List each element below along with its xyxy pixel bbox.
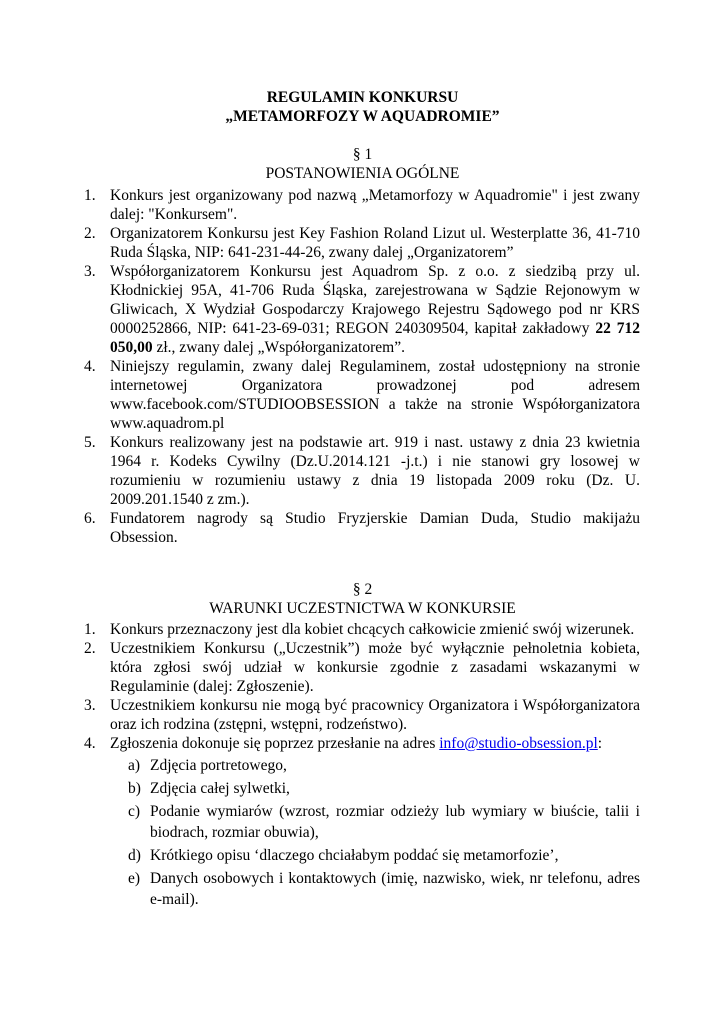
list-item [84,186,640,224]
item-number: 5. [84,434,96,451]
sub-item-letter: d) [128,847,141,864]
item-text: Konkurs realizowany jest na podstawie art. 919 i nast. ustawy z dnia 23 kwietnia 1964 r. Kodeks Cywilny (Dz.U.2014.121 -j.t.) i nie stanowi gry losowej w rozumieniu w rozumieniu ustawy z dnia 19 listopada 2009 roku (Dz. U. 2009.201.1540 z zm.). [110,434,640,508]
sub-list-item [128,755,640,776]
section-1-heading: POSTANOWIENIA OGÓLNE [265,165,460,182]
sub-item-text: Podanie wymiarów (wzrost, rozmiar odzieży lub wymiary w biuście, talii i biodrach, rozmiar obuwia), [150,803,640,841]
sub-item-text: Zdjęcia portretowego, [150,757,287,774]
item-text: Niniejszy regulamin, zwany dalej Regulaminem, został udostępniony na stronie internetowej Organizatora prowadzonej pod adresem www.facebook.com/STUDIOOBSESSION a także na stronie Współorganizatora www.aquadrom.pl [110,358,640,432]
sub-item-text: Danych osobowych i kontaktowych (imię, nazwisko, wiek, nr telefonu, adres e-mail). [150,870,640,908]
item-text-after: zł., zwany dalej „Współorganizatorem”. [152,339,405,356]
sub-list-item [128,845,640,866]
sub-item-text: Zdjęcia całej sylwetki, [150,780,290,797]
sub-item-letter: b) [128,780,141,797]
submission-items-list [110,755,640,910]
item-text: Współorganizatorem Konkursu jest Aquadrom Sp. z o.o. z siedzibą przy ul. Kłodnickiej 95A, 41-706 Ruda Śląska, zarejestrowana w Sądzie Rejonowym w Gliwicach, X Wydział Gospodarczy Krajowego Rejestru Sądowego pod nr KRS 0000252866, NIP: 641-23-69-031; REGON 240309504, kapitał zakładowy [110,263,640,337]
title-line-2: „METAMORFOZY W AQUADROMIE” [225,108,500,125]
title-line-1: REGULAMIN KONKURSU [266,89,459,106]
item-number: 3. [84,263,96,280]
item-number: 4. [84,735,96,752]
item-number: 2. [84,225,96,242]
list-item [84,433,640,509]
item-number: 3. [84,697,96,714]
sub-list-item [128,801,640,843]
section-1-symbol: § 1 [352,146,373,163]
item-text-after: : [597,735,603,752]
item-text: Uczestnikiem konkursu nie mogą być pracownicy Organizatora i Współorganizatora oraz ich rodzina (zstępni, wstępni, rodzeństwo). [110,697,640,733]
section-2-heading: WARUNKI UCZESTNICTWA W KONKURSIE [209,600,516,617]
list-item [84,734,640,910]
item-text: Konkurs przeznaczony jest dla kobiet chcących całkowicie zmienić swój wizerunek. [110,621,635,638]
item-text: Fundatorem nagrody są Studio Fryzjerskie Damian Duda, Studio makijażu Obsession. [110,510,640,546]
item-number: 2. [84,640,96,657]
list-item [84,262,641,357]
section-2-symbol: § 2 [352,581,373,598]
list-item [84,696,640,734]
email-link[interactable]: info@studio-obsession.pl [439,735,598,752]
section-2-header [0,580,725,618]
sub-list-item [128,868,640,910]
item-number: 1. [84,187,96,204]
item-text: Uczestnikiem Konkursu („Uczestnik”) może być wyłącznie pełnoletnia kobieta, która zgłosi swój udział w konkursie zgodnie z zasadami wskazanymi w Regulaminie (dalej: Zgłoszenie). [110,640,640,695]
section-1-header [0,145,725,183]
section-1-list [84,186,641,547]
sub-list-item [128,778,640,799]
sub-item-letter: e) [128,870,141,887]
item-text: Konkurs jest organizowany pod nazwą „Metamorfozy w Aquadromie" i jest zwany dalej: "Konkursem". [110,187,640,223]
sub-item-text: Krótkiego opisu ‘dlaczego chciałabym poddać się metamorfozie’, [150,847,559,864]
item-number: 6. [84,510,96,527]
sub-item-letter: a) [128,757,141,774]
item-number: 1. [84,621,96,638]
document-title [0,88,725,126]
list-item [84,224,640,262]
item-text: Zgłoszenia dokonuje się poprzez przesłanie na adres [110,735,440,752]
list-item [84,620,640,639]
item-text: Organizatorem Konkursu jest Key Fashion Roland Lizut ul. Westerplatte 36, 41-710 Ruda Śląska, NIP: 641-231-44-26, zwany dalej „Organizatorem” [110,225,640,261]
sub-item-letter: c) [128,803,141,820]
list-item [84,509,640,547]
item-number: 4. [84,358,96,375]
capital-amount: 22 712 050,00 [110,320,641,356]
list-item [84,639,640,696]
list-item [84,357,640,433]
section-2-list [84,620,640,912]
